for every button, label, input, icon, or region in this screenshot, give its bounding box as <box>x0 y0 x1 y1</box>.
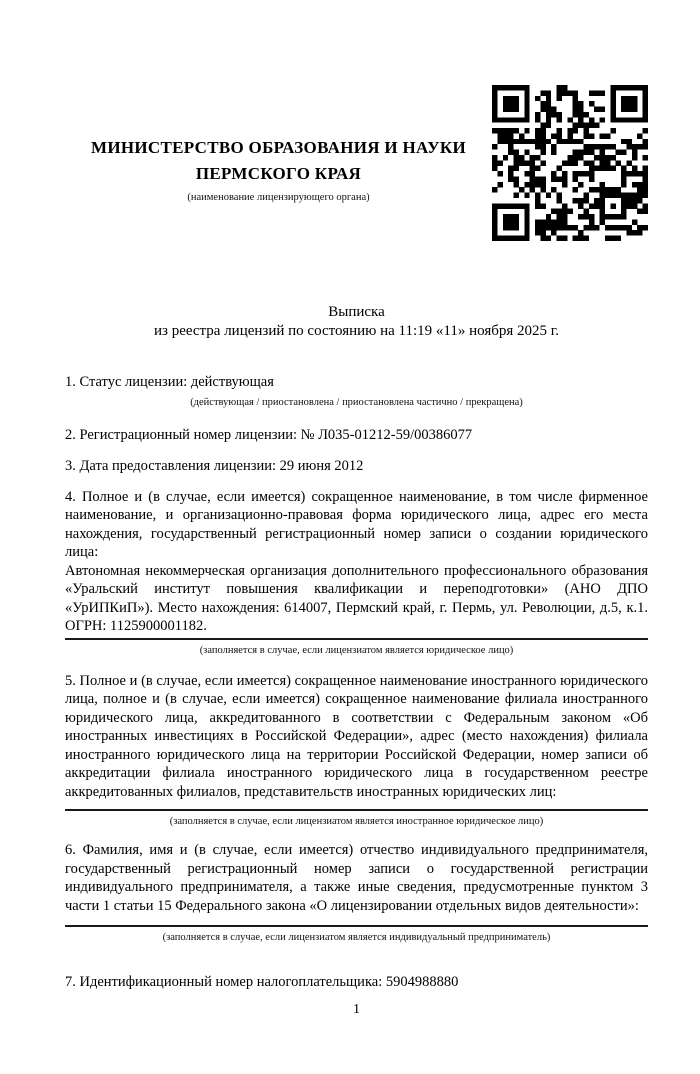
ministry-caption: (наименование лицензирующего органа) <box>187 192 370 203</box>
item-5-caption: (заполняется в случае, если лицензиатом является иностранное юридическое лицо) <box>169 816 544 827</box>
item-4-value: Автономная некоммерческая организация дополнительного профессионального образования «Уральский институт повышения квалификации и переподготовки» (АНО ДПО «УрИПКиП»). Место нахождения: 614007, Пермский край, г. Пермь, ул. Революции, д.5, к.1. ОГРН: 1125900001182. <box>65 562 648 634</box>
item-1-license-status <box>65 373 648 410</box>
item-6-caption: (заполняется в случае, если лицензиатом является индивидуальный предприниматель) <box>162 932 551 943</box>
item-5-text: 5. Полное и (в случае, если имеется) сокращенное наименование иностранного юридического лица, полное и (в случае, если имеется) сокращенное наименование филиала иностранного юридического лица, аккредитованного в соответствии с Федеральным законом «Об иностранных инвестициях в Российской Федерации», адрес (место нахождения) филиала иностранного юридического лица на территории Российской Федерации, номер записи об аккредитации филиала иностранного юридического лица в государственном реестре аккредитованных филиалов, представительств иностранных юридических лиц: <box>65 672 648 800</box>
item-2-registration-number <box>65 426 648 445</box>
item-5-fill-rule <box>65 809 648 811</box>
item-6-text: 6. Фамилия, имя и (в случае, если имеется) отчество индивидуального предпринимателя, государственный регистрационный номер записи о государственной регистрации индивидуального предпринимателя, а также иные сведения, предусмотренные пунктом 3 части 1 статьи 15 Федерального закона «О лицензировании отдельных видов деятельности»: <box>65 842 648 914</box>
item-4-fill-rule <box>65 638 648 640</box>
licensing-authority-block <box>65 85 492 203</box>
item-2-text: 2. Регистрационный номер лицензии: № Л035-01212-59/00386077 <box>65 426 473 443</box>
item-1-options-caption: (действующая / приостановлена / приостановлена частично / прекращена) <box>190 396 523 408</box>
item-4-legal-entity <box>65 488 648 658</box>
document-title: Выписка <box>328 304 385 320</box>
item-6-individual-entrepreneur <box>65 841 648 945</box>
ministry-name-line2: ПЕРМСКОГО КРАЯ <box>195 164 362 183</box>
document-content <box>0 85 700 1074</box>
item-4-text: 4. Полное и (в случае, если имеется) сокращенное наименование, в том числе фирменное наименование, и организационно-правовая форма юридического лица, адрес его места нахождения, государственный регистрационный номер записи о создании юридического лица: <box>65 488 648 560</box>
item-3-license-date <box>65 457 648 476</box>
item-3-text: 3. Дата предоставления лицензии: 29 июня 2012 <box>65 458 364 474</box>
document-subtitle: из реестра лицензий по состоянию на 11:19 «11» ноября 2025 г. <box>154 322 559 339</box>
ministry-name-line1: МИНИСТЕРСТВО ОБРАЗОВАНИЯ И НАУКИ <box>90 138 467 157</box>
page-number: 1 <box>353 1001 360 1017</box>
qr-code-icon <box>492 85 648 241</box>
item-6-fill-rule <box>65 925 648 927</box>
item-4-caption: (заполняется в случае, если лицензиатом является юридическое лицо) <box>199 644 514 656</box>
document-page <box>0 85 700 1074</box>
document-title-block <box>65 303 648 340</box>
item-7-text: 7. Идентификационный номер налогоплательщика: 5904988880 <box>65 974 459 990</box>
item-1-text: 1. Статус лицензии: действующая <box>65 374 274 390</box>
item-5-foreign-entity <box>65 672 648 830</box>
document-header <box>65 85 648 241</box>
